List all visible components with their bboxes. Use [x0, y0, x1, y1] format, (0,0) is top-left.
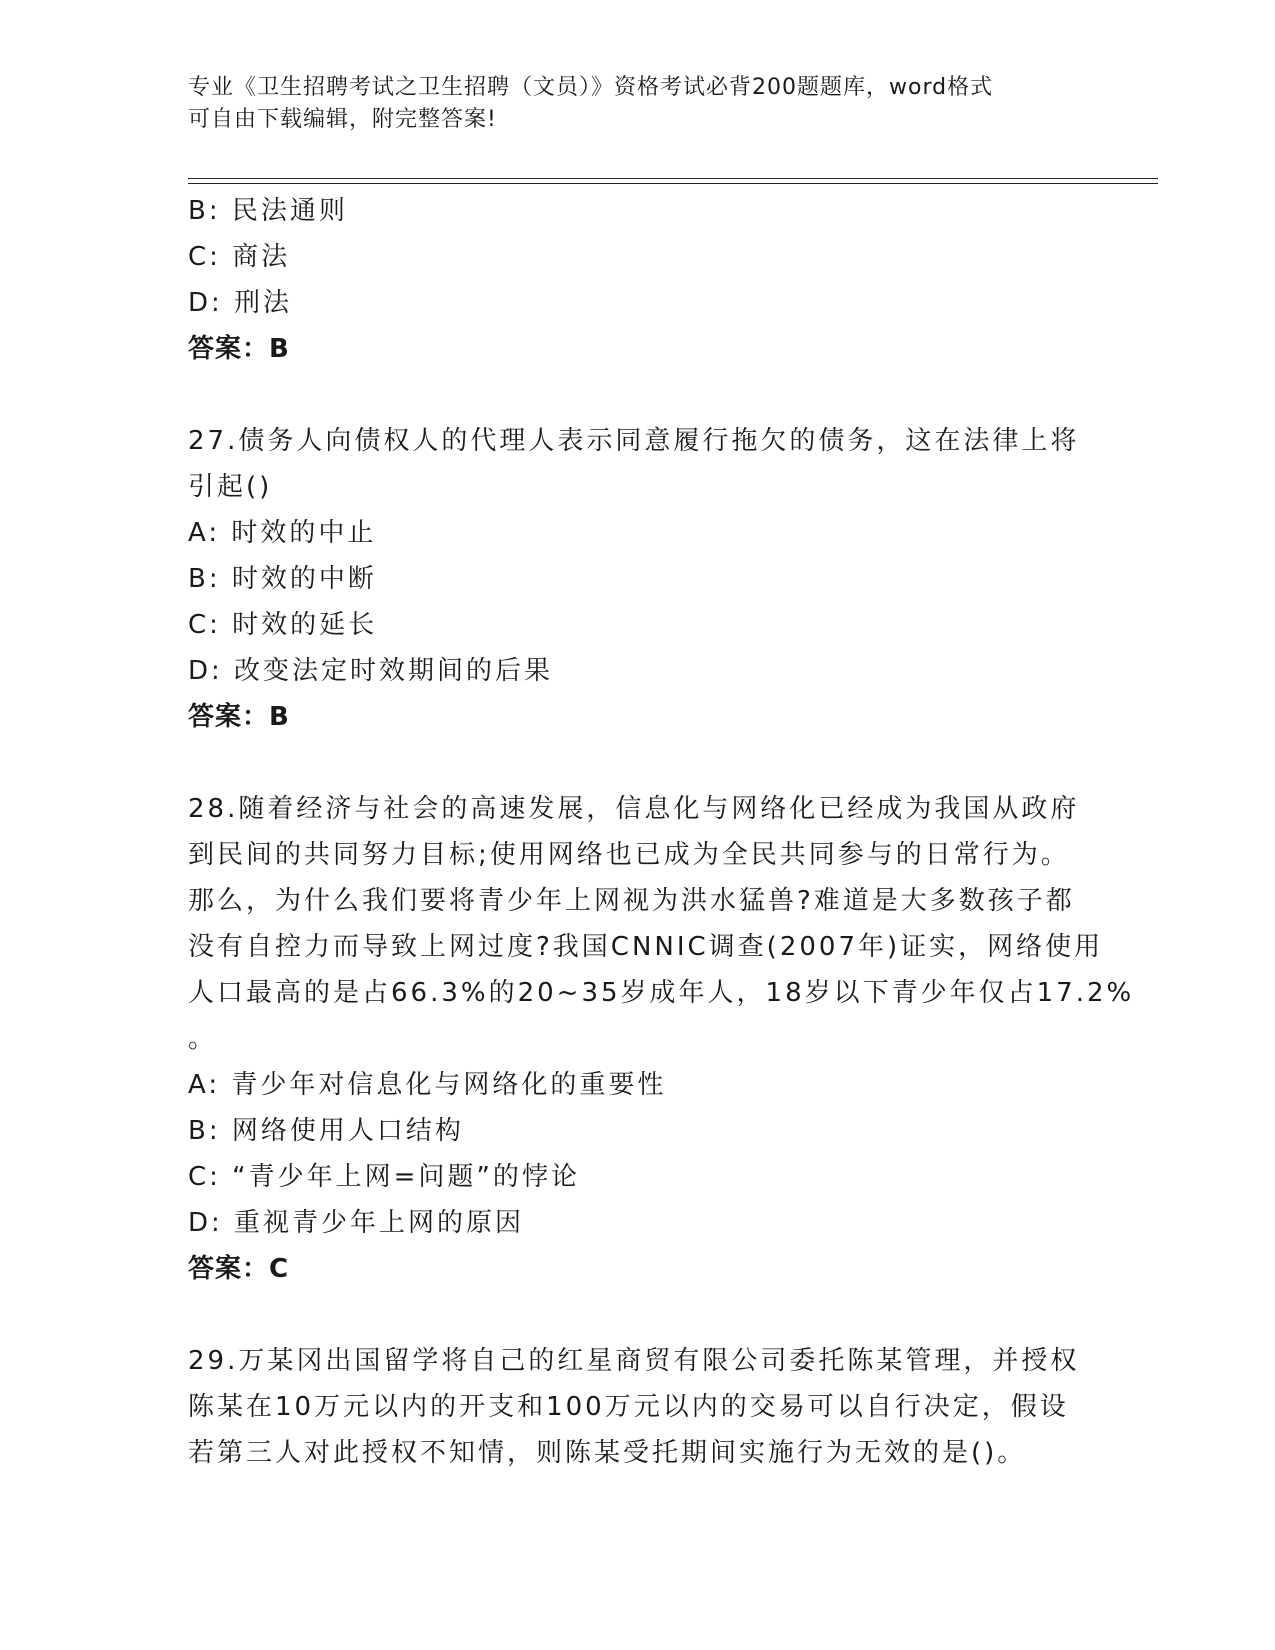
question-text: 陈某在10万元以内的开支和100万元以内的交易可以自行决定，假设 — [188, 1392, 1069, 1422]
option-b: B: 民法通则 — [188, 196, 348, 226]
answer: 答案：B — [188, 334, 290, 364]
question-text: 人口最高的是占66.3%的20~35岁成年人，18岁以下青少年仅占17.2% — [188, 978, 1135, 1008]
header-divider-top — [188, 178, 1158, 179]
question-text: 没有自控力而导致上网过度?我国CNNIC调查(2007年)证实，网络使用 — [188, 932, 1104, 962]
document-header — [188, 72, 1068, 136]
header-line-1: 专业《卫生招聘考试之卫生招聘（文员）》资格考试必背200题题库，word格式 — [188, 75, 994, 100]
option-b: B: 时效的中断 — [188, 564, 377, 594]
option-c: C: 商法 — [188, 242, 291, 272]
question-29 — [188, 1338, 1088, 1476]
question-text: 27.债务人向债权人的代理人表示同意履行拖欠的债务，这在法律上将 — [188, 426, 1080, 456]
question-text: 28.随着经济与社会的高速发展，信息化与网络化已经成为我国从政府 — [188, 794, 1080, 824]
question-27 — [188, 418, 1088, 740]
question-text: 到民间的共同努力目标;使用网络也已成为全民共同参与的日常行为。 — [188, 840, 1070, 870]
spacer — [188, 740, 1088, 786]
question-text: 那么，为什么我们要将青少年上网视为洪水猛兽?难道是大多数孩子都 — [188, 886, 1075, 916]
answer: 答案：B — [188, 702, 290, 732]
option-c: C: 时效的延长 — [188, 610, 378, 640]
question-28 — [188, 786, 1135, 1292]
spacer — [188, 1292, 1088, 1338]
question-text: 若第三人对此授权不知情，则陈某受托期间实施行为无效的是()。 — [188, 1438, 1027, 1468]
option-d: D: 刑法 — [188, 288, 293, 318]
question-text: 。 — [188, 1024, 218, 1054]
spacer — [188, 372, 1088, 418]
option-a: A: 时效的中止 — [188, 518, 377, 548]
question-text: 引起() — [188, 472, 273, 502]
option-c: C: “青少年上网=问题”的悖论 — [188, 1162, 580, 1192]
option-a: A: 青少年对信息化与网络化的重要性 — [188, 1070, 667, 1100]
header-divider-bottom — [188, 183, 1158, 184]
option-d: D: 改变法定时效期间的后果 — [188, 656, 554, 686]
document-body — [188, 188, 1135, 1476]
option-b: B: 网络使用人口结构 — [188, 1116, 464, 1146]
header-line-2: 可自由下载编辑，附完整答案! — [188, 107, 497, 132]
option-d: D: 重视青少年上网的原因 — [188, 1208, 525, 1238]
prev-question — [188, 188, 1088, 372]
answer: 答案：C — [188, 1254, 290, 1284]
question-text: 29.万某冈出国留学将自己的红星商贸有限公司委托陈某管理，并授权 — [188, 1346, 1080, 1376]
